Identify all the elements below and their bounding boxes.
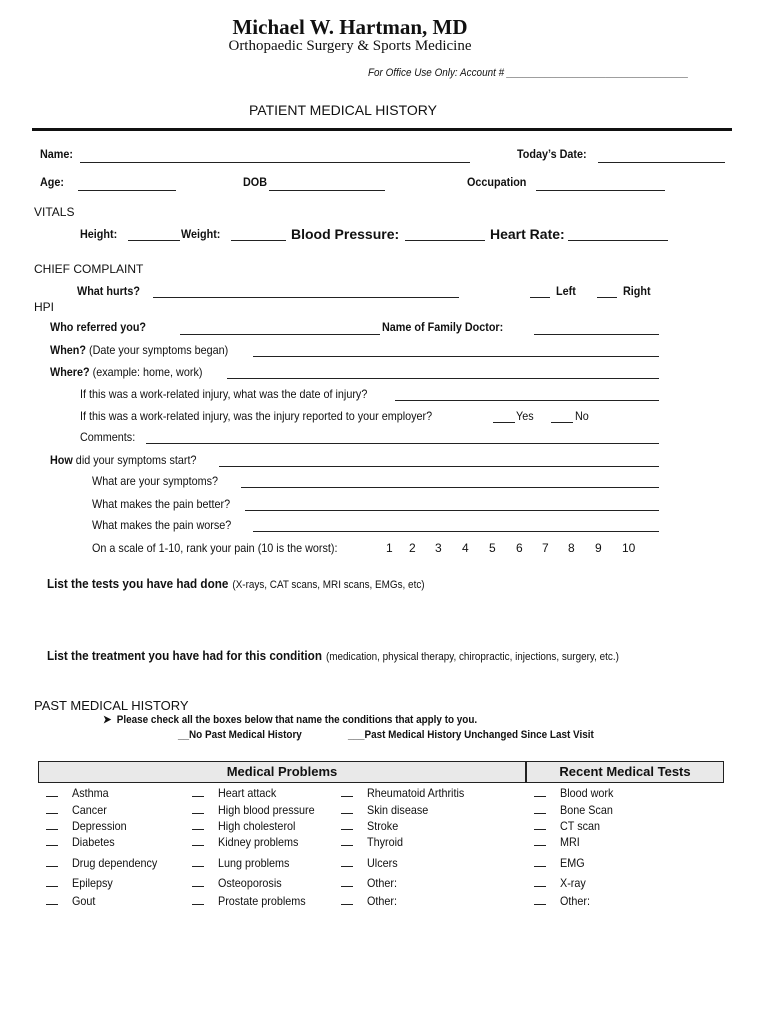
- doctor-name: Michael W. Hartman, MD: [232, 15, 468, 39]
- checkbox-blank[interactable]: [534, 856, 546, 867]
- condition-checkbox[interactable]: [192, 894, 315, 908]
- pain-scale-10[interactable]: 10: [622, 541, 636, 555]
- symptoms-label: What are your symptoms?: [92, 474, 219, 488]
- referred-label: Who referred you?: [50, 320, 147, 334]
- checkbox-blank[interactable]: [534, 876, 546, 887]
- comments-field[interactable]: [146, 443, 659, 444]
- dob-field[interactable]: [269, 190, 385, 191]
- no-past-history-option[interactable]: __No Past Medical History: [178, 729, 302, 741]
- name-field[interactable]: [80, 162, 470, 163]
- arrow-bullet-icon: ➤: [103, 714, 112, 726]
- hpi-heading: HPI: [34, 300, 55, 314]
- recent-tests-header: Recent Medical Tests: [526, 761, 724, 783]
- condition-checkbox[interactable]: [46, 803, 111, 817]
- injury-reported-label: If this was a work-related injury, was the injury reported to your employer?: [80, 409, 433, 423]
- condition-label: Thyroid: [367, 835, 404, 849]
- right-label: Right: [623, 284, 651, 298]
- condition-label: Diabetes: [72, 835, 115, 849]
- pmh-heading: PAST MEDICAL HISTORY: [34, 698, 189, 713]
- pain-scale-4[interactable]: 4: [462, 541, 469, 555]
- left-label: Left: [556, 284, 576, 298]
- condition-label: Drug dependency: [72, 856, 158, 870]
- office-use-account: For Office Use Only: Account # _________________________________: [368, 67, 689, 79]
- condition-label: Osteoporosis: [218, 876, 282, 890]
- checkbox-blank[interactable]: [534, 803, 546, 814]
- heart-rate-label: Heart Rate:: [490, 226, 565, 242]
- condition-checkbox[interactable]: [341, 894, 400, 908]
- family-doctor-label: Name of Family Doctor:: [382, 320, 504, 334]
- heart-rate-field[interactable]: [568, 240, 668, 241]
- comments-label: Comments:: [80, 430, 136, 444]
- condition-checkbox[interactable]: [534, 856, 587, 870]
- condition-label: Other:: [367, 894, 398, 908]
- injury-date-label: If this was a work-related injury, what was the date of injury?: [80, 387, 368, 401]
- condition-checkbox[interactable]: [192, 819, 304, 833]
- pain-scale-1[interactable]: 1: [386, 541, 393, 555]
- condition-label: Bone Scan: [560, 803, 613, 817]
- how-field[interactable]: [219, 466, 659, 467]
- better-label: What makes the pain better?: [92, 497, 231, 511]
- condition-label: Other:: [560, 894, 591, 908]
- condition-label: Kidney problems: [218, 835, 299, 849]
- condition-checkbox[interactable]: [341, 786, 475, 800]
- pain-scale-7[interactable]: 7: [542, 541, 549, 555]
- condition-label: High cholesterol: [218, 819, 296, 833]
- no-label: No: [575, 409, 589, 423]
- height-field[interactable]: [128, 240, 180, 241]
- worse-field[interactable]: [253, 531, 659, 532]
- family-doctor-field[interactable]: [534, 334, 659, 335]
- right-check[interactable]: [597, 297, 617, 298]
- checkbox-blank[interactable]: [192, 856, 204, 867]
- condition-checkbox[interactable]: [534, 786, 619, 800]
- condition-label: Gout: [72, 894, 96, 908]
- pain-scale-label: On a scale of 1-10, rank your pain (10 is the worst):: [92, 541, 338, 555]
- condition-label: Epilepsy: [72, 876, 113, 890]
- vitals-heading: VITALS: [34, 205, 75, 219]
- title-rule: [32, 128, 732, 131]
- checkbox-blank[interactable]: [341, 819, 353, 830]
- condition-label: Asthma: [72, 786, 109, 800]
- checkbox-blank[interactable]: [341, 856, 353, 867]
- specialty: Orthopaedic Surgery & Sports Medicine: [228, 38, 472, 54]
- where-label: Where? (example: home, work): [50, 365, 203, 379]
- condition-checkbox[interactable]: [192, 876, 289, 890]
- occupation-field[interactable]: [536, 190, 665, 191]
- when-field[interactable]: [253, 356, 659, 357]
- condition-checkbox[interactable]: [46, 835, 119, 849]
- symptoms-field[interactable]: [241, 487, 659, 488]
- condition-label: Cancer: [72, 803, 107, 817]
- condition-checkbox[interactable]: [46, 856, 167, 870]
- condition-label: Lung problems: [218, 856, 290, 870]
- when-label: When? (Date your symptoms began): [50, 343, 229, 357]
- checkbox-blank[interactable]: [46, 894, 58, 905]
- checkbox-blank[interactable]: [192, 894, 204, 905]
- no-check[interactable]: [551, 422, 573, 423]
- checkbox-blank[interactable]: [46, 835, 58, 846]
- page-title: PATIENT MEDICAL HISTORY: [249, 102, 438, 118]
- pain-scale-5[interactable]: 5: [489, 541, 496, 555]
- condition-checkbox[interactable]: [192, 835, 307, 849]
- age-label: Age:: [40, 175, 65, 189]
- checkbox-blank[interactable]: [341, 835, 353, 846]
- pain-scale-3[interactable]: 3: [435, 541, 442, 555]
- condition-checkbox[interactable]: [341, 819, 402, 833]
- what-hurts-label: What hurts?: [77, 284, 140, 298]
- chief-complaint-heading: CHIEF COMPLAINT: [34, 262, 144, 276]
- injury-date-field[interactable]: [395, 400, 659, 401]
- pain-scale-8[interactable]: 8: [568, 541, 575, 555]
- condition-checkbox[interactable]: [341, 803, 435, 817]
- where-field[interactable]: [227, 378, 659, 379]
- weight-label: Weight:: [181, 227, 221, 241]
- height-label: Height:: [80, 227, 118, 241]
- blood-pressure-field[interactable]: [405, 240, 485, 241]
- todays-date-field[interactable]: [598, 162, 725, 163]
- condition-checkbox[interactable]: [534, 803, 619, 817]
- checkbox-blank[interactable]: [534, 819, 546, 830]
- condition-label: CT scan: [560, 819, 601, 833]
- checkbox-blank[interactable]: [46, 819, 58, 830]
- checkbox-blank[interactable]: [534, 835, 546, 846]
- condition-label: EMG: [560, 856, 585, 870]
- checkbox-blank[interactable]: [534, 786, 546, 797]
- yes-check[interactable]: [493, 422, 515, 423]
- condition-label: Prostate problems: [218, 894, 306, 908]
- checkbox-blank[interactable]: [192, 819, 204, 830]
- condition-label: Blood work: [560, 786, 614, 800]
- condition-checkbox[interactable]: [46, 894, 98, 908]
- checkbox-blank[interactable]: [534, 894, 546, 905]
- pmh-instruction: ➤ Please check all the boxes below that name the conditions that apply to you.: [103, 714, 478, 726]
- yes-label: Yes: [516, 409, 534, 423]
- tests-prompt: List the tests you have had done (X-rays, CAT scans, MRI scans, EMGs, etc): [47, 576, 425, 591]
- pain-scale-6[interactable]: 6: [516, 541, 523, 555]
- condition-label: Rheumatoid Arthritis: [367, 786, 465, 800]
- referred-field[interactable]: [180, 334, 380, 335]
- left-check[interactable]: [530, 297, 550, 298]
- checkbox-blank[interactable]: [46, 803, 58, 814]
- checkbox-blank[interactable]: [46, 876, 58, 887]
- better-field[interactable]: [245, 510, 659, 511]
- condition-checkbox[interactable]: [534, 894, 593, 908]
- condition-checkbox[interactable]: [534, 876, 589, 890]
- condition-checkbox[interactable]: [192, 803, 325, 817]
- pain-scale-9[interactable]: 9: [595, 541, 602, 555]
- condition-checkbox[interactable]: [341, 876, 400, 890]
- checkbox-blank[interactable]: [192, 786, 204, 797]
- treatment-prompt: List the treatment you have had for this condition (medication, physical therapy, chiropractic, injections, surgery, etc.): [47, 648, 619, 663]
- condition-checkbox[interactable]: [192, 856, 297, 870]
- worse-label: What makes the pain worse?: [92, 518, 232, 532]
- checkbox-blank[interactable]: [341, 803, 353, 814]
- condition-checkbox[interactable]: [534, 835, 582, 849]
- condition-label: Skin disease: [367, 803, 429, 817]
- checkbox-blank[interactable]: [46, 786, 58, 797]
- condition-label: Other:: [367, 876, 398, 890]
- condition-label: Ulcers: [367, 856, 398, 870]
- medical-problems-header: Medical Problems: [38, 761, 526, 783]
- condition-checkbox[interactable]: [46, 786, 113, 800]
- occupation-label: Occupation: [467, 175, 527, 189]
- checkbox-blank[interactable]: [192, 803, 204, 814]
- how-label: How did your symptoms start?: [50, 453, 197, 467]
- checkbox-blank[interactable]: [192, 835, 204, 846]
- weight-field[interactable]: [231, 240, 286, 241]
- condition-checkbox[interactable]: [46, 819, 133, 833]
- condition-checkbox[interactable]: [192, 786, 283, 800]
- condition-checkbox[interactable]: [341, 856, 401, 870]
- checkbox-blank[interactable]: [46, 856, 58, 867]
- condition-checkbox[interactable]: [46, 876, 117, 890]
- condition-label: X-ray: [560, 876, 586, 890]
- todays-date-label: Today’s Date:: [517, 147, 587, 161]
- condition-label: Depression: [72, 819, 127, 833]
- condition-label: MRI: [560, 835, 580, 849]
- pmh-unchanged-option[interactable]: ___Past Medical History Unchanged Since Last Visit: [348, 729, 594, 741]
- condition-checkbox[interactable]: [341, 835, 407, 849]
- condition-label: Stroke: [367, 819, 399, 833]
- condition-label: High blood pressure: [218, 803, 315, 817]
- name-label: Name:: [40, 147, 74, 161]
- dob-label: DOB: [243, 175, 268, 189]
- checkbox-blank[interactable]: [341, 894, 353, 905]
- pain-scale-2[interactable]: 2: [409, 541, 416, 555]
- checkbox-blank[interactable]: [192, 876, 204, 887]
- blood-pressure-label: Blood Pressure:: [291, 226, 400, 242]
- what-hurts-field[interactable]: [153, 297, 459, 298]
- checkbox-blank[interactable]: [341, 876, 353, 887]
- age-field[interactable]: [78, 190, 176, 191]
- condition-checkbox[interactable]: [534, 819, 604, 833]
- checkbox-blank[interactable]: [341, 786, 353, 797]
- condition-label: Heart attack: [218, 786, 277, 800]
